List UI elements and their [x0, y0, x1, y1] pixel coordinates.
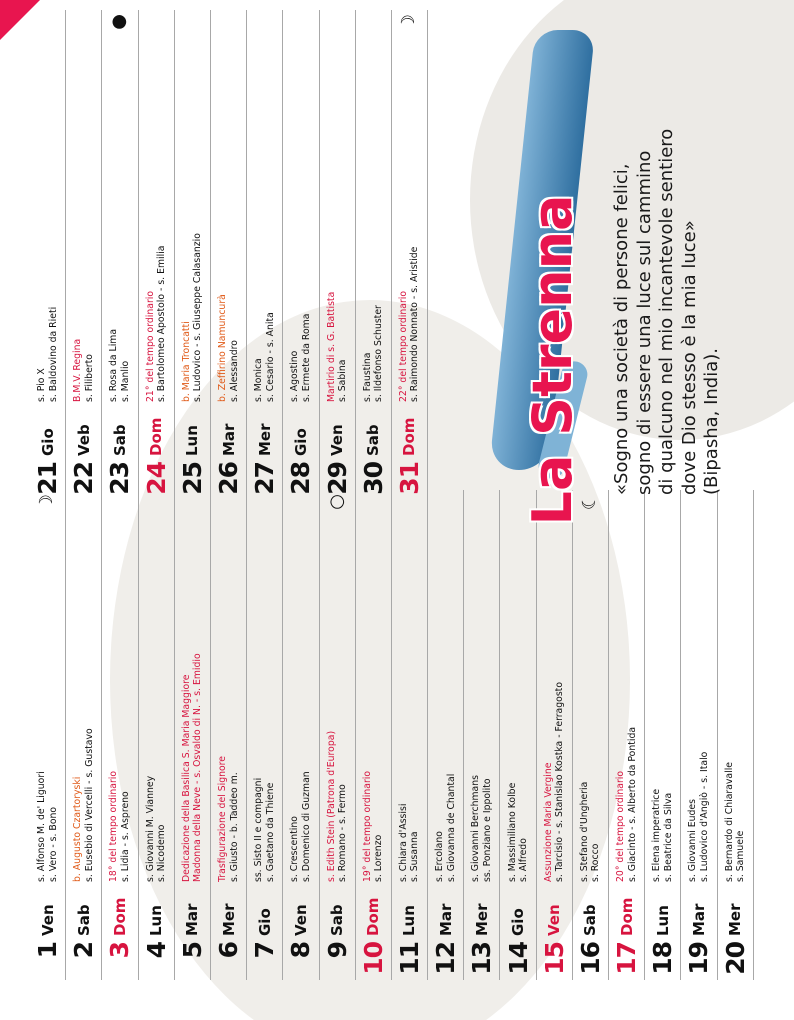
- saint-line: s. Samuele: [735, 830, 747, 882]
- day-number: 25: [177, 462, 207, 495]
- strenna-quote: [611, 75, 722, 495]
- saints-list: [145, 10, 168, 404]
- saints-list: [217, 10, 240, 404]
- saint-line: 20° del tempo ordinario: [615, 770, 627, 882]
- day-row: [573, 490, 609, 980]
- day-number: 5: [177, 942, 207, 959]
- saint-line: b. Maria Troncatti: [180, 321, 192, 402]
- saints-list: [72, 10, 95, 404]
- day-name: Ven: [328, 424, 347, 456]
- day-row: [392, 490, 428, 980]
- saints-list: [543, 490, 566, 884]
- saint-line: b. Zeffirino Namuncurà: [217, 294, 229, 402]
- day-row: [102, 490, 138, 980]
- day-row: [283, 490, 319, 980]
- day-name: Mer: [726, 903, 745, 936]
- saint-line: s. Giovanna de Chantal: [445, 773, 457, 882]
- day-name: Mar: [219, 423, 238, 456]
- saint-line: 19° del tempo ordinario: [361, 770, 373, 882]
- day-row: [247, 10, 283, 500]
- quote-line: dove Dio stesso è la mia luce»: [678, 220, 700, 495]
- saint-line: s. Romano - s. Fermo: [337, 784, 349, 882]
- saints-list: [687, 490, 710, 884]
- quote-line: sogno di essere una luce sul cammino: [633, 150, 655, 495]
- day-name: Ven: [545, 904, 564, 936]
- day-row: [211, 10, 247, 500]
- saint-line: s. Pio X: [36, 368, 48, 402]
- full-moon-icon: ○: [325, 494, 347, 510]
- day-number: 6: [214, 942, 244, 959]
- day-number: 22: [69, 462, 99, 495]
- saint-line: s. Baldovino da Rieti: [47, 306, 59, 402]
- day-name: Sab: [74, 904, 93, 936]
- day-name: Mer: [219, 903, 238, 936]
- saint-line: ss. Ponziano e Ippolito: [481, 778, 493, 882]
- saints-list: [289, 10, 312, 404]
- day-row: [30, 490, 66, 980]
- saint-line: B.M.V. Regina: [72, 338, 84, 402]
- day-row: [320, 490, 356, 980]
- saint-line: s. Alfonso M. de' Liguori: [36, 771, 48, 882]
- day-row: [320, 10, 356, 500]
- day-name: Gio: [291, 428, 310, 456]
- strenna-title: La Strenna: [520, 194, 584, 526]
- day-number: 15: [539, 942, 569, 975]
- saint-line: s. Eusebio di Vercelli - s. Gustavo: [83, 728, 95, 882]
- saint-line: s. Lorenzo: [373, 834, 385, 882]
- quote-line: (Bipasha, India).: [701, 347, 722, 495]
- day-row: [609, 490, 645, 980]
- day-number: 20: [720, 942, 750, 975]
- day-name: Dom: [364, 897, 383, 936]
- day-row: [718, 490, 754, 980]
- day-name: Dom: [400, 417, 419, 456]
- quote-line: «Sogno una società di persone felici,: [611, 163, 632, 495]
- saint-line: s. Elena imperatrice: [651, 788, 663, 882]
- saints-list: [36, 490, 59, 884]
- day-number: 30: [358, 462, 388, 495]
- day-number: 3: [105, 942, 135, 959]
- saint-line: s. Giacinto - s. Alberto da Pontida: [626, 726, 638, 882]
- saint-line: s. Alfredo: [518, 838, 530, 882]
- day-name: Gio: [255, 908, 274, 936]
- saints-list: [181, 490, 204, 884]
- saints-list: [579, 490, 602, 884]
- saint-line: s. Agostino: [289, 350, 301, 402]
- saint-line: s. Massimiliano Kolbe: [506, 782, 518, 882]
- day-number: 7: [250, 942, 280, 959]
- day-row: [428, 490, 464, 980]
- saint-line: 18° del tempo ordinario: [108, 770, 120, 882]
- saints-list: [724, 490, 747, 884]
- saints-list: [362, 490, 385, 884]
- day-row: [356, 490, 392, 980]
- saint-line: s. Tarcisio - s. Stanislao Kostka - Ferragosto: [554, 681, 566, 882]
- day-row: [247, 490, 283, 980]
- day-row: [500, 490, 536, 980]
- day-name: Lun: [147, 905, 166, 936]
- saints-list: [145, 490, 168, 884]
- day-name: Gio: [509, 908, 528, 936]
- saint-line: s. Cesario - s. Anita: [264, 312, 276, 402]
- saint-line: s. Edith Stein (Patrona d'Europa): [325, 730, 337, 882]
- saint-line: s. Ludovico d'Angiò - s. Italo: [698, 751, 710, 882]
- day-number: 1: [33, 942, 63, 959]
- saints-list: [434, 490, 457, 884]
- saints-list: [470, 490, 493, 884]
- saints-list: [362, 10, 385, 404]
- day-row: [175, 490, 211, 980]
- day-name: Veb: [74, 424, 93, 456]
- saints-list: [72, 490, 95, 884]
- saint-line: Assunzione Maria Vergine: [542, 762, 554, 882]
- saint-line: s. Rosa da Lima: [108, 328, 120, 402]
- day-number: 14: [503, 942, 533, 975]
- saint-line: s. Giovanni Berchmans: [470, 775, 482, 882]
- day-number: 23: [105, 462, 135, 495]
- saint-line: s. Susanna: [409, 831, 421, 882]
- saint-line: s. Filiberto: [83, 354, 95, 402]
- saint-line: Dedicazione della Basilica S. Maria Maggiore: [180, 674, 192, 882]
- saint-line: s. Ermete da Roma: [300, 313, 312, 402]
- day-number: 12: [431, 942, 461, 975]
- saints-list: [289, 490, 312, 884]
- day-number: 28: [286, 462, 316, 495]
- day-row: [102, 10, 138, 500]
- saint-line: s. Nicodemo: [156, 824, 168, 882]
- saint-line: s. Crescentino: [289, 816, 301, 882]
- day-number: 24: [141, 462, 171, 495]
- day-number: 9: [322, 942, 352, 959]
- waning-moon-icon: ☽: [397, 14, 419, 31]
- saint-line: s. Gaetano da Thiene: [264, 782, 276, 882]
- saint-line: 21° del tempo ordinario: [144, 290, 156, 402]
- day-name: Lun: [183, 425, 202, 456]
- saints-list: [398, 490, 421, 884]
- saints-list: [217, 490, 240, 884]
- waxing-moon-icon: ☾: [578, 494, 600, 511]
- saint-line: Madonna della Neve - s. Osvaldo di N. - s. Emidio: [192, 653, 204, 882]
- saint-line: s. Domenico di Guzman: [300, 771, 312, 882]
- day-row: [464, 490, 500, 980]
- saint-line: s. Alessandro: [228, 340, 240, 402]
- saint-line: s. Rocco: [590, 843, 602, 882]
- day-number: 16: [575, 942, 605, 975]
- saint-line: s. Beatrice da Silva: [662, 792, 674, 882]
- day-row: [356, 10, 392, 500]
- day-number: 10: [358, 942, 388, 975]
- saints-list: [651, 490, 674, 884]
- day-name: Sab: [110, 424, 129, 456]
- saints-list: [181, 10, 204, 404]
- day-number: 2: [69, 942, 99, 959]
- day-name: Mar: [436, 903, 455, 936]
- saints-list: [36, 10, 59, 404]
- saints-list: [326, 10, 349, 404]
- saints-list: [398, 10, 421, 404]
- day-row: [283, 10, 319, 500]
- day-row: [66, 490, 102, 980]
- waning-moon-icon: ☽: [36, 494, 57, 511]
- day-row: [537, 490, 573, 980]
- saint-line: s. Manlio: [119, 360, 131, 402]
- day-number: 29: [322, 462, 352, 495]
- day-row: [139, 490, 175, 980]
- day-name: Ven: [38, 904, 57, 936]
- day-row: [175, 10, 211, 500]
- day-row: [30, 10, 66, 500]
- day-number: 21: [33, 462, 63, 495]
- saint-line: s. Bernardo di Chiaravalle: [723, 761, 735, 882]
- saint-line: s. Chiara d'Assisi: [397, 803, 409, 882]
- saint-line: s. Lidia - s. Aspreno: [119, 791, 131, 882]
- day-name: Sab: [364, 424, 383, 456]
- saints-list: [326, 490, 349, 884]
- day-name: Lun: [653, 905, 672, 936]
- saint-line: s. Giovanni M. Vianney: [144, 775, 156, 882]
- saint-line: s. Giusto - b. Taddeo m.: [228, 772, 240, 882]
- day-row: [392, 10, 428, 500]
- day-number: 17: [612, 942, 642, 975]
- day-row: [211, 490, 247, 980]
- day-row: [139, 10, 175, 500]
- day-name: Mar: [689, 903, 708, 936]
- saints-list: [108, 490, 131, 884]
- saint-line: 22° del tempo ordinario: [397, 290, 409, 402]
- day-number: 11: [394, 942, 424, 975]
- saint-line: ss. Sisto II e compagni: [253, 777, 265, 882]
- day-number: 27: [250, 462, 280, 495]
- day-row: [645, 490, 681, 980]
- day-name: Mar: [183, 903, 202, 936]
- day-row: [681, 490, 717, 980]
- day-name: Lun: [400, 905, 419, 936]
- day-name: Sab: [581, 904, 600, 936]
- day-name: Dom: [617, 897, 636, 936]
- saint-line: s. Stefano d'Ungheria: [578, 781, 590, 882]
- saints-list: [507, 490, 530, 884]
- day-row: [66, 10, 102, 500]
- saint-line: s. Ludovico - s. Giuseppe Calasanzio: [192, 233, 204, 402]
- saints-list: [108, 10, 131, 404]
- day-name: Gio: [38, 428, 57, 456]
- day-name: Sab: [328, 904, 347, 936]
- saint-line: s. Vero - s. Bono: [47, 806, 59, 882]
- day-number: 26: [214, 462, 244, 495]
- saint-line: Trasfigurazione del Signore: [217, 755, 229, 882]
- day-name: Mer: [472, 903, 491, 936]
- saint-line: Martirio di s. G. Battista: [325, 291, 337, 402]
- saint-line: s. Raimondo Nonnato - s. Aristide: [409, 246, 421, 402]
- day-name: Mer: [255, 423, 274, 456]
- day-number: 4: [141, 942, 171, 959]
- day-number: 18: [648, 942, 678, 975]
- saints-list: [253, 10, 276, 404]
- day-name: Dom: [110, 897, 129, 936]
- day-number: 31: [394, 462, 424, 495]
- day-name: Dom: [147, 417, 166, 456]
- saint-line: s. Sabina: [337, 359, 349, 402]
- saint-line: s. Faustina: [361, 352, 373, 402]
- saint-line: s. Giovanni Eudes: [687, 799, 699, 882]
- saint-line: s. Bartolomeo Apostolo - s. Emilia: [156, 245, 168, 402]
- calendar-column: [30, 10, 428, 500]
- saints-list: [615, 490, 638, 884]
- calendar-column: [30, 490, 754, 980]
- day-number: 13: [467, 942, 497, 975]
- saint-line: s. Ildefonso Schuster: [373, 305, 385, 402]
- saint-line: s. Monica: [253, 358, 265, 402]
- day-name: Ven: [291, 904, 310, 936]
- day-number: 19: [684, 942, 714, 975]
- quote-line: di qualcuno nel mio incantevole sentiero: [656, 128, 677, 495]
- day-number: 8: [286, 942, 316, 959]
- new-moon-icon: ●: [108, 14, 130, 30]
- saint-line: b. Augusto Czartoryski: [72, 776, 84, 882]
- saints-list: [253, 490, 276, 884]
- saint-line: s. Ercolano: [434, 831, 446, 882]
